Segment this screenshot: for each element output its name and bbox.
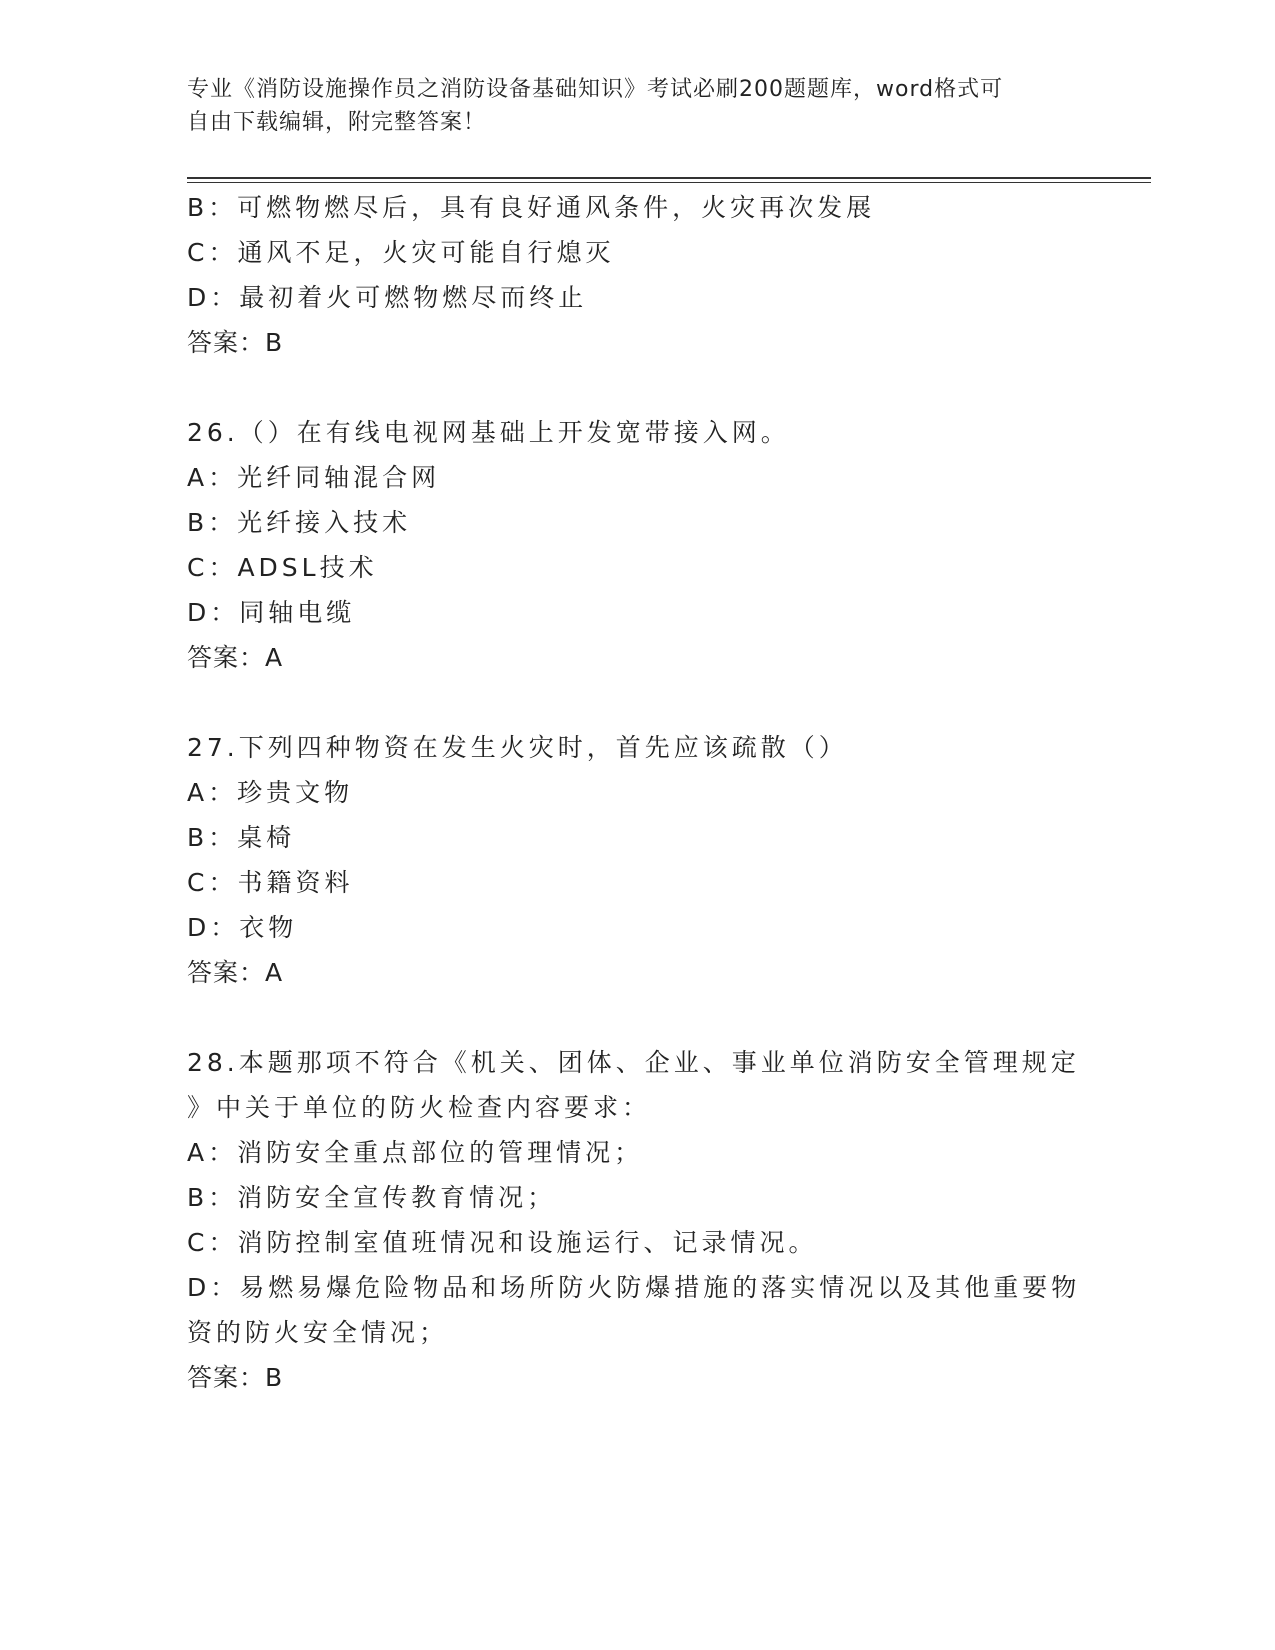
document-header bbox=[187, 73, 1067, 139]
q26-option-d: D：同轴电缆 bbox=[187, 598, 356, 627]
header-divider-thick bbox=[187, 177, 1151, 179]
q26-option-c: C：ADSL技术 bbox=[187, 553, 378, 582]
q26-option-b: B：光纤接入技术 bbox=[187, 508, 412, 537]
q27-option-d: D：衣物 bbox=[187, 913, 298, 942]
q25-option-b: B：可燃物燃尽后，具有良好通风条件，火灾再次发展 bbox=[187, 193, 876, 222]
q28-answer: 答案：B bbox=[187, 1363, 284, 1392]
header-line-2: 自由下载编辑，附完整答案！ bbox=[187, 110, 487, 135]
q27-answer: 答案：A bbox=[187, 958, 284, 987]
q28-option-b: B：消防安全宣传教育情况； bbox=[187, 1183, 557, 1212]
q28-option-d-line-1: D：易燃易爆危险物品和场所防火防爆措施的落实情况以及其他重要物 bbox=[187, 1273, 1081, 1302]
q26-option-a: A：光纤同轴混合网 bbox=[187, 463, 441, 492]
q26-question: 26.（）在有线电视网基础上开发宽带接入网。 bbox=[187, 418, 790, 447]
q28-option-c: C：消防控制室值班情况和设施运行、记录情况。 bbox=[187, 1228, 818, 1257]
q28-question-line-1: 28.本题那项不符合《机关、团体、企业、事业单位消防安全管理规定 bbox=[187, 1048, 1080, 1077]
q25-option-c: C：通风不足，火灾可能自行熄灭 bbox=[187, 238, 615, 267]
q27-option-a: A：珍贵文物 bbox=[187, 778, 354, 807]
q25-answer: 答案：B bbox=[187, 328, 284, 357]
q27-option-c: C：书籍资料 bbox=[187, 868, 354, 897]
q26-answer: 答案：A bbox=[187, 643, 284, 672]
q25-option-d: D：最初着火可燃物燃尽而终止 bbox=[187, 283, 588, 312]
q27-question: 27.下列四种物资在发生火灾时，首先应该疏散（） bbox=[187, 733, 848, 762]
header-line-1: 专业《消防设施操作员之消防设备基础知识》考试必刷200题题库，word格式可 bbox=[187, 77, 1004, 102]
q28-question-line-2: 》中关于单位的防火检查内容要求： bbox=[187, 1093, 652, 1122]
q27-option-b: B：桌椅 bbox=[187, 823, 296, 852]
q28-option-a: A：消防安全重点部位的管理情况； bbox=[187, 1138, 644, 1167]
q28-option-d-line-2: 资的防火安全情况； bbox=[187, 1318, 449, 1347]
header-divider-thin bbox=[187, 182, 1151, 183]
